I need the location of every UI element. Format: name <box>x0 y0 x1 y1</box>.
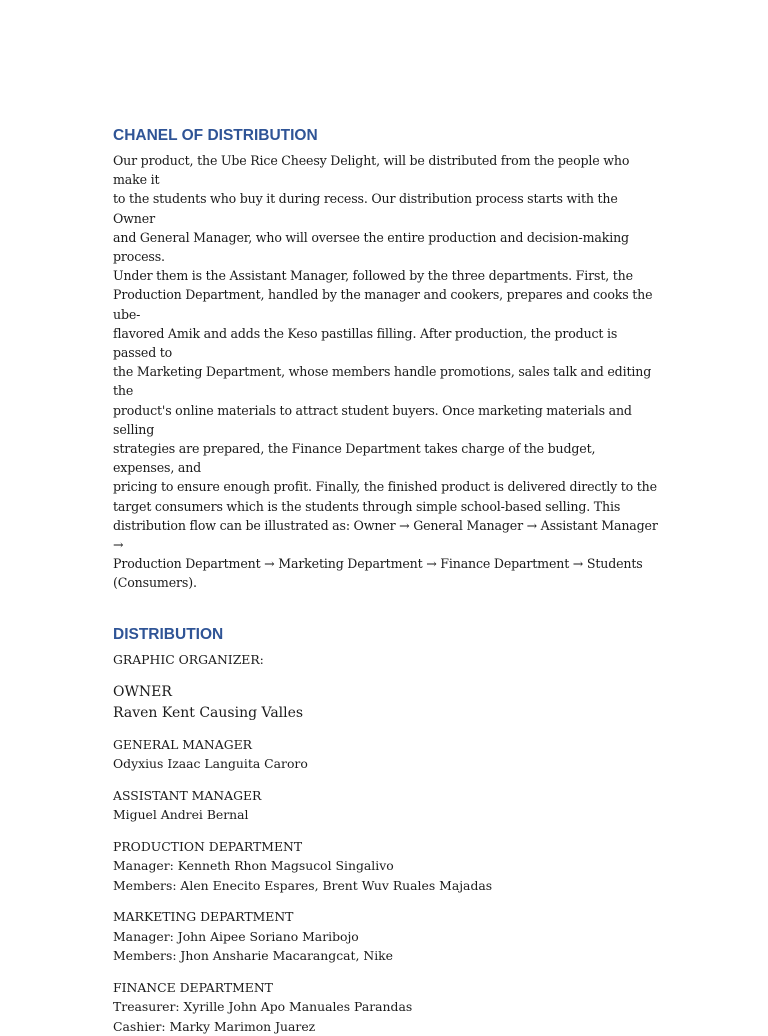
graphic-organizer-label: GRAPHIC ORGANIZER: <box>113 651 264 667</box>
owner-name: Raven Kent Causing Valles <box>113 704 304 721</box>
section-heading-channel-of-distribution: CHANEL OF DISTRIBUTION <box>113 127 318 144</box>
paragraph-line: distribution flow can be illustrated as: Owner → General Manager → Assistant Manager → <box>113 517 658 553</box>
finance-department-block <box>113 978 658 1036</box>
production-department-role: PRODUCTION DEPARTMENT <box>113 838 303 854</box>
paragraph-line: and General Manager, who will oversee the entire production and decision-making process. <box>113 229 629 265</box>
owner-role: OWNER <box>113 683 172 700</box>
production-department-block <box>113 837 658 896</box>
owner-block <box>113 682 658 724</box>
paragraph-line: flavored Amik and adds the Keso pastillas filling. After production, the product is passed to <box>113 325 618 361</box>
finance-cashier: Cashier: Marky Marimon Juarez <box>113 1018 316 1034</box>
paragraph-line: target consumers which is the students through simple school-based selling. This <box>113 498 621 514</box>
paragraph-line: Our product, the Ube Rice Cheesy Delight, will be distributed from the people who make it <box>113 153 630 188</box>
assistant-manager-name: Miguel Andrei Bernal <box>113 807 249 823</box>
paragraph-line: pricing to ensure enough profit. Finally, the finished product is delivered directly to the <box>113 479 657 495</box>
assistant-manager-block <box>113 786 658 825</box>
general-manager-name: Odyxius Izaac Languita Caroro <box>113 756 308 772</box>
paragraph-line: product's online materials to attract student buyers. Once marketing materials and selling <box>113 402 632 437</box>
production-members: Members: Alen Enecito Espares, Brent Wuv Ruales Majadas <box>113 877 493 893</box>
document-page <box>113 126 658 1036</box>
paragraph-line: Production Department, handled by the manager and cookers, prepares and cooks the ube- <box>113 287 653 322</box>
general-manager-role: GENERAL MANAGER <box>113 736 252 752</box>
finance-department-role: FINANCE DEPARTMENT <box>113 979 273 995</box>
paragraph-line: (Consumers). <box>113 575 197 591</box>
assistant-manager-role: ASSISTANT MANAGER <box>113 787 262 803</box>
finance-treasurer: Treasurer: Xyrille John Apo Manuales Parandas <box>113 999 413 1015</box>
paragraph-line: Production Department → Marketing Department → Finance Department → Students <box>113 556 643 572</box>
marketing-manager: Manager: John Aipee Soriano Maribojo <box>113 928 359 944</box>
paragraph-line: strategies are prepared, the Finance Department takes charge of the budget, expenses, and <box>113 441 596 476</box>
marketing-members: Members: Jhon Ansharie Macarangcat, Nike <box>113 948 394 964</box>
paragraph-line: Under them is the Assistant Manager, followed by the three departments. First, the <box>113 268 633 284</box>
production-manager: Manager: Kenneth Rhon Magsucol Singalivo <box>113 858 394 874</box>
marketing-department-role: MARKETING DEPARTMENT <box>113 909 294 925</box>
general-manager-block <box>113 735 658 774</box>
paragraph-line: to the students who buy it during recess. Our distribution process starts with the Owner <box>113 191 618 226</box>
section-heading-distribution: DISTRIBUTION <box>113 625 224 643</box>
marketing-department-block <box>113 907 658 966</box>
paragraph-line: the Marketing Department, whose members handle promotions, sales talk and editing the <box>113 364 652 399</box>
distribution-paragraph <box>113 151 658 593</box>
